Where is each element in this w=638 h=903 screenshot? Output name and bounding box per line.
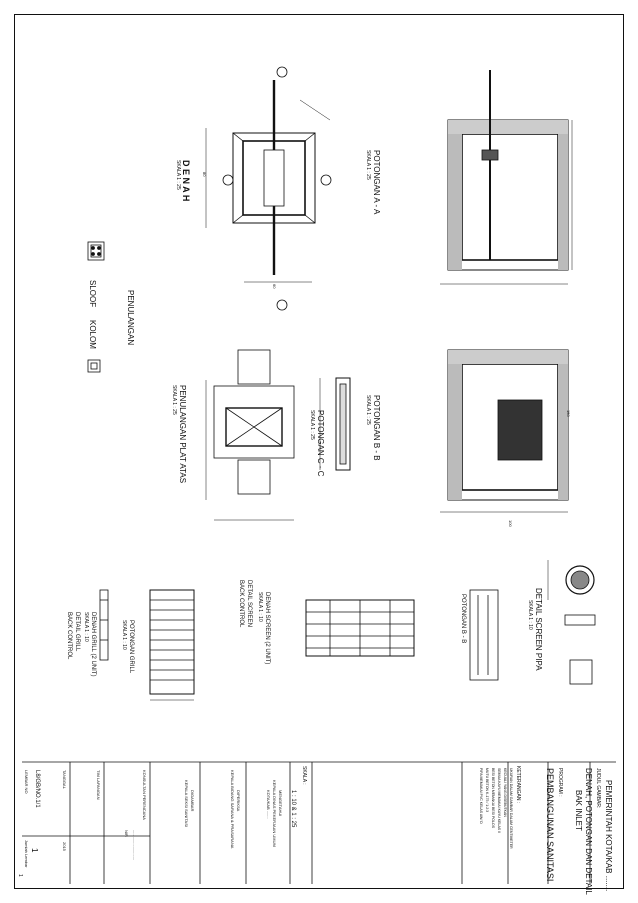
nip-label: NIP. <box>124 830 129 838</box>
denah-scale: SKALA 1 : 25 <box>175 160 181 190</box>
approved-sub: KOTA/KAB ....... <box>266 790 271 819</box>
denah-plan-drawing <box>206 67 331 310</box>
sheet-number: 1 <box>30 848 39 853</box>
sheet-no-label: LEMBAR NO <box>24 770 29 794</box>
drawn-role: KEPALA SEKSI SANITASI <box>184 780 189 827</box>
scale-label: SKALA : <box>301 766 307 785</box>
potongan-bb-scale: SKALA 1 : 25 <box>365 395 371 425</box>
notes-label: KETERANGAN : <box>515 766 521 804</box>
denah-grill-title: DENAH GRILL (2 UNIT) <box>90 612 96 677</box>
screen-pipa-drawing <box>548 560 595 684</box>
total-sheets-label: Jumlah Lembar <box>24 840 29 868</box>
potongan-aa-drawing <box>440 70 572 284</box>
dimension-label: 100 <box>508 520 513 527</box>
examined-label: DIPERIKSA <box>236 790 241 812</box>
potongan-aa-scale: SKALA 1 : 25 <box>365 150 371 180</box>
approved-role: KEPALA DINAS PEKERJAAN UMUM <box>272 780 277 847</box>
denah-screen-scale: SKALA 1 : 10 <box>257 592 263 622</box>
consultant-label: KONSULTAN PERENCANA <box>142 770 147 820</box>
potongan-grill-scale: SKALA 1 : 10 <box>121 620 127 650</box>
team-label: TIM LAPANGAN <box>96 770 101 800</box>
title-block-grid <box>22 762 616 884</box>
name-line: ........................... <box>132 830 137 861</box>
sloof-label: SLOOF <box>88 280 97 308</box>
detail-screen-title: DETAIL SCREEN <box>246 580 252 628</box>
examined-role: KEPALA BIDANG SARANA & PRASARANA <box>230 770 235 849</box>
note-line: SEMUA KAYU MEMAKAI KAYU KELAS II <box>497 768 501 834</box>
program-label: PROGRAM : <box>557 768 563 797</box>
detail-grill-title: DETAIL GRILL <box>74 612 80 652</box>
detail-screen-sub: BACK CONTROL <box>238 580 244 628</box>
grill-drawings <box>100 590 498 700</box>
note-line: UKURAN DALAM GAMBAR DALAM CENTIMETER <box>509 768 513 849</box>
date-value: 2015 <box>62 842 67 851</box>
note-line: KECUALI YANG DISEBUTKAN <box>503 768 507 817</box>
detail-grill-sub: BACK CONTROL <box>66 612 72 660</box>
total-sheets: 1 <box>17 874 23 877</box>
note-line: BESI BETON MEMAKAI BESI POLOS <box>491 768 495 829</box>
screen-pipa-scale: SKALA 1 : 10 <box>527 600 533 630</box>
potongan-grill-title: POTONGAN GRILL <box>128 620 134 674</box>
denah-title: D E N A H <box>181 160 191 202</box>
dimension-label: 60 <box>272 284 277 289</box>
penulangan-title: PENULANGAN <box>126 290 135 346</box>
potongan-aa-title: POTONGAN A - A <box>372 150 381 215</box>
scale-value: 1 : 10 & 1 : 25 <box>290 790 296 828</box>
dimension-label: 150 <box>566 410 571 417</box>
potongan-cc-title: POTONGAN C - C <box>316 410 325 477</box>
penulangan-plat-scale: SKALA 1 : 25 <box>171 385 177 415</box>
penulangan-plat-title: PENULANGAN PLAT ATAS <box>178 385 187 484</box>
dimension-label: 80 <box>202 172 207 177</box>
sheet-code: L8/GB/NO.1/1 <box>34 770 40 808</box>
potongan-bb-small-title: POTONGAN B - B <box>460 594 466 644</box>
potongan-cc-scale: SKALA 1 : 25 <box>309 410 315 440</box>
note-line: MUTU BETON K-175 / 1:2:3 <box>485 768 489 813</box>
government-title: PEMERINTAH KOTA/KAB ....... <box>604 780 613 892</box>
drawn-label: DIGAMBAR <box>190 790 195 812</box>
note-line: PIPA MEMAKAI PVC KELAS AW/ D <box>479 768 483 824</box>
approved-label: MENGETAHUI <box>278 790 283 817</box>
potongan-bb-title: POTONGAN B - B <box>372 395 381 461</box>
program-title: PEMBANGUNAN SANITASI <box>545 768 555 882</box>
penulangan-plat-drawing <box>206 350 294 520</box>
drawing-title-label: JUDUL GAMBAR: <box>595 768 601 809</box>
drawing-title-line2: BAK INLET <box>574 790 583 831</box>
denah-screen-title: DENAH SCREEN (2 UNIT) <box>264 592 270 665</box>
denah-grill-scale: SKALA 1 : 10 <box>83 612 89 642</box>
drawing-title-line1: DENAH, POTONGAN DAN DETAIL <box>584 768 593 895</box>
kolom-label: KOLOM <box>88 320 97 349</box>
screen-pipa-title: DETAIL SCREEN PIPA <box>534 588 543 671</box>
date-label: TANGGAL <box>62 770 67 789</box>
